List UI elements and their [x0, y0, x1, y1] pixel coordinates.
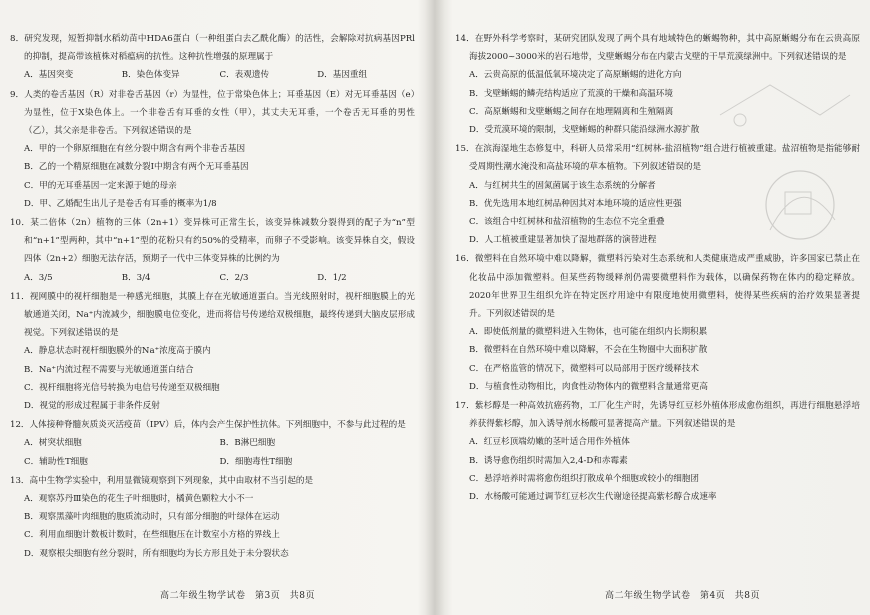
question-block: [455, 397, 860, 506]
answer-option: A．静息状态时视杆细胞膜外的Na⁺浓度高于膜内: [24, 346, 211, 357]
question-block: [455, 140, 860, 249]
question-stem: 8．研究发现，短暂抑制水稻幼苗中HDA6蛋白（一种组蛋白去乙酰化酶）的活性，会解除对抗病基因PRl的抑制，提高带该植株对稻瘟病的抗性。这种抗性增强的原理属于: [10, 34, 415, 63]
answer-option: D．细胞毒性T细胞: [219, 456, 293, 467]
answer-option: A．甲的一个卵原细胞在有丝分裂中期含有两个非卷舌基因: [24, 144, 246, 155]
question-block: [10, 86, 415, 213]
answer-option: B．观察黑藻叶肉细胞的胞质流动时，只有部分细胞的叶绿体在运动: [24, 512, 280, 523]
right-page: [455, 30, 860, 507]
answer-option: A．基因突变: [24, 70, 74, 81]
answer-options-row: [10, 66, 415, 84]
question-stem: 16．微塑料在自然环境中难以降解，微塑料污染对生态系统和人类健康造成严重威胁，许多国家已禁止在化妆品中添加微塑料。但某些药物缓释剂仍需要微塑料作为载体，以确保药物在体内的稳定释放。2020年世界卫生组织允许在特定医疗用途中有限度地使用微塑料，使得某些疾病的治疗效果显著提升。下列叙述错误的是: [455, 254, 860, 320]
answer-option: D．人工植被重建显著加快了湿地群落的演替进程: [469, 235, 657, 246]
question-block: [455, 250, 860, 396]
answer-option: D．甲、乙婚配生出儿子是卷舌有耳垂的概率为1/8: [24, 198, 217, 209]
answer-option: C．悬浮培养时需将愈伤组织打散成单个细胞或较小的细胞团: [469, 473, 700, 484]
question-block: [10, 214, 415, 287]
answer-option: D．基因重组: [317, 70, 368, 81]
answer-option: C．利用血细胞计数板计数时，在些细胞压在计数室小方格的界线上: [24, 530, 280, 541]
left-page-footer: 高二年级生物学试卷 第3页 共8页: [160, 591, 315, 601]
answer-option: C．表观遗传: [219, 70, 270, 81]
answer-option: B．染色体变异: [121, 70, 180, 81]
answer-option: D．视觉的形成过程属于非条件反射: [24, 401, 160, 412]
question-block: [455, 30, 860, 139]
left-page: [10, 30, 415, 564]
question-stem: 9．人类的卷舌基因（R）对非卷舌基因（r）为显性，位于常染色体上；耳垂基因（E）对无耳垂基因（e）为显性，位于X染色体上。一个非卷舌有耳垂的女性（甲），其丈夫无耳垂，一个卷舌无耳垂的男性（乙），其父亲是非卷舌。下列叙述错误的是: [10, 89, 415, 137]
answer-option: B．乙的一个精原细胞在减数分裂Ⅰ中期含有两个无耳垂基因: [24, 162, 249, 173]
answer-option: D．1/2: [317, 272, 347, 283]
answer-option: B．Na⁺内流过程不需要与光敏通道蛋白结合: [24, 364, 194, 375]
answer-option: C．辅助性T细胞: [24, 456, 88, 467]
answer-option: D．与植食性动物相比，肉食性动物体内的微塑料含量通常更高: [469, 381, 708, 392]
answer-option: B．B淋巴细胞: [219, 438, 276, 449]
answer-option: A．3/5: [24, 272, 53, 283]
answer-option: A．观察苏丹Ⅲ染色的花生子叶细胞时，橘黄色颗粒大小不一: [24, 494, 254, 505]
right-page-footer: 高二年级生物学试卷 第4页 共8页: [605, 591, 760, 601]
answer-option: A．即使低剂量的微塑料进入生物体，也可能在组织内长期积累: [469, 327, 708, 338]
answer-option: C．该组合中红树林和盐沼植物的生态位不完全重叠: [469, 217, 665, 228]
question-stem: 15．在滨海湿地生态修复中，科研人员常采用“红树林-盐沼植物”组合进行植被重建。盐沼植物是指能够耐受周期性潮水淹没和高盐环境的草本植物。下列叙述错误的是: [455, 144, 860, 173]
answer-option: A．树突状细胞: [24, 438, 82, 449]
question-stem: 13．高中生物学实验中，利用显微镜观察到下列现象，其中由取材不当引起的是: [10, 475, 314, 486]
question-stem: 12．人体接种脊髓灰质炎灭活疫苗（IPV）后，体内会产生保护性抗体。下列细胞中，不参与此过程的是: [10, 420, 406, 431]
answer-option: D．水杨酸可能通过调节红豆杉次生代谢途径提高紫杉醇合成速率: [469, 492, 717, 503]
answer-option: B．3/4: [121, 272, 151, 283]
answer-option: C．高原蜥蜴和戈壁蜥蜴之间存在地理隔离和生殖隔离: [469, 106, 674, 117]
answer-option: B．优先选用本地红树品种因其对本地环境的适应性更强: [469, 198, 682, 209]
answer-option: C．2/3: [219, 272, 249, 283]
question-stem: 17．紫杉醇是一种高效抗癌药物，工厂化生产时，先诱导红豆杉外植体形成愈伤组织，再进行细胞悬浮培养获得紫杉醇，加入诱导剂水杨酸可显著提高产量。下列叙述错误的是: [455, 401, 860, 430]
question-stem: 10．某二倍体（2n）植物的三体（2n+1）变异株可正常生长，该变异株减数分裂得到的配子为“n”型和“n+1”型两种，其中“n+1”型的花粉只有约50%的受精率，而卵子不受影响。该变异株自交，假设四体（2n+2）细胞无法存活，预期子一代中三体变异株的比例约为: [10, 218, 415, 265]
answer-option: A．与红树共生的固氮菌属于该生态系统的分解者: [469, 180, 656, 191]
answer-option: C．甲的无耳垂基因一定来源于她的母亲: [24, 180, 177, 191]
answer-option: B．戈壁蜥蜴的鳞壳结构适应了荒漠的干燥和高温环境: [469, 88, 673, 99]
answer-option: D．观察根尖细胞有丝分裂时，所有细胞均为长方形且处于未分裂状态: [24, 548, 289, 559]
question-block: [10, 416, 415, 471]
answer-option: C．在严格监管的情况下，微塑料可以局部用于医疗缓释技术: [469, 363, 700, 374]
answer-option: A．红豆杉顶端幼嫩的茎叶适合用作外植体: [469, 437, 630, 448]
question-block: [10, 30, 415, 85]
answer-option: A．云贵高原的低温低氧环境决定了高原蜥蜴的进化方向: [469, 70, 682, 81]
answer-option: D．受荒漠环境的限制，戈壁蜥蜴的种群只能沿绿洲水源扩散: [469, 125, 700, 136]
answer-option: B．微塑料在自然环境中难以降解，不会在生物圈中大面积扩散: [469, 345, 708, 356]
answer-option: B．诱导愈伤组织时需加入2,4-D和赤霉素: [469, 455, 628, 466]
page-fold: [425, 0, 445, 615]
answer-option: C．视杆细胞将光信号转换为电信号传递至双极细胞: [24, 382, 220, 393]
question-stem: 14．在野外科学考察时，某研究团队发现了两个具有地域特色的蜥蜴物种，其中高原蜥蜴分布在云贵高原海拔2000~3000米的岩石地带，戈壁蜥蜴分布在内蒙古戈壁的干旱荒漠绿洲中。下列叙述错误的是: [455, 34, 860, 63]
question-stem: 11．视网膜中的视杆细胞是一种感光细胞，其膜上存在光敏通道蛋白。当光线照射时，视杆细胞膜上的光敏通道关闭，Na⁺内流减少，细胞膜电位变化，进而将信号传递给双极细胞，最终传递到大脑皮层形成视觉。下列叙述错误的是: [10, 291, 415, 339]
question-block: [10, 288, 415, 415]
answer-options-row: [10, 434, 415, 470]
answer-options-row: [10, 269, 415, 287]
question-block: [10, 472, 415, 563]
